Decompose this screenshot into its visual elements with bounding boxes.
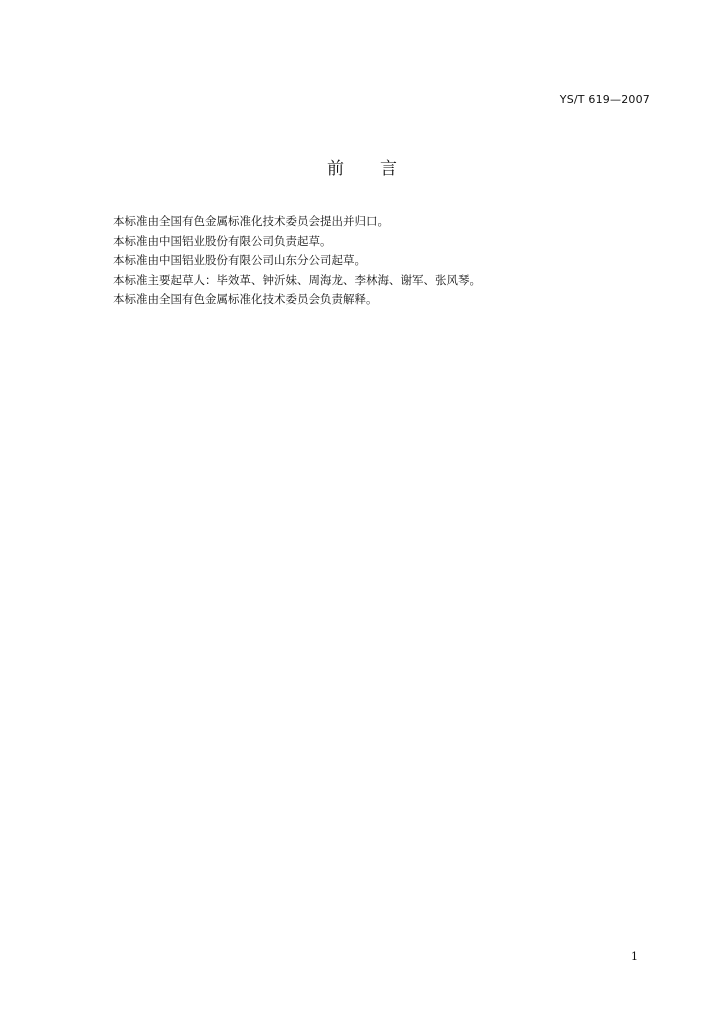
page-number: 1 — [631, 950, 638, 963]
paragraph: 本标准由中国铝业股份有限公司负责起草。 — [113, 233, 332, 248]
paragraph: 本标准由全国有色金属标准化技术委员会负责解释。 — [113, 292, 378, 306]
document-code: YS/T 619—2007 — [559, 93, 650, 106]
paragraph: 本标准由中国铝业股份有限公司山东分公司起草。 — [113, 253, 366, 267]
section-title: 前言 — [327, 159, 433, 179]
paragraph: 本标准由全国有色金属标准化技术委员会提出并归口。 — [113, 214, 389, 228]
foreword-body — [113, 212, 613, 310]
paragraph: 本标准主要起草人：毕效革、钟沂妹、周海龙、李林海、谢军、张风琴。 — [113, 272, 481, 287]
